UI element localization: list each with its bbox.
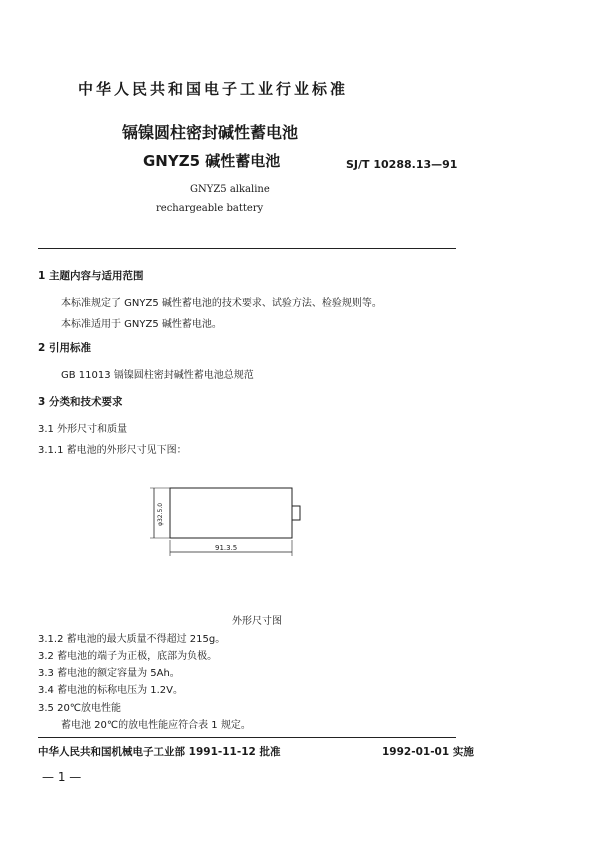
document-title: 镉镍圆柱密封碱性蓄电池: [122, 123, 299, 142]
section-3-1-2: 3.1.2 蓄电池的最大质量不得超过 215g。: [38, 634, 226, 645]
section-3-2: 3.2 蓄电池的端子为正极，底部为负极。: [38, 651, 218, 662]
section-2-heading: 2 引用标准: [38, 342, 91, 354]
page-number: — 1 —: [42, 770, 82, 784]
section-1-paragraph-1: 本标准规定了 GNYZ5 碱性蓄电池的技术要求、试验方法、检验规则等。: [61, 298, 382, 309]
battery-terminal-shape: [292, 506, 300, 520]
section-3-heading: 3 分类和技术要求: [38, 396, 123, 408]
battery-outline-diagram: [140, 478, 330, 568]
english-title-line1: GNYZ5 alkaline: [190, 184, 270, 195]
diameter-label: φ32.5.0: [157, 502, 164, 526]
effective-date: 1992-01-01 实施: [382, 746, 474, 758]
section-2-reference: GB 11013 镉镍圆柱密封碱性蓄电池总规范: [61, 370, 254, 381]
section-3-5-text: 蓄电池 20℃的放电性能应符合表 1 规定。: [61, 720, 251, 731]
section-3-1-1: 3.1.1 蓄电池的外形尺寸见下图：: [38, 445, 187, 456]
standard-number: SJ/T 10288.13—91: [346, 158, 458, 171]
approval-line: 中华人民共和国机械电子工业部 1991-11-12 批准: [38, 746, 281, 758]
battery-body-shape: [170, 488, 292, 538]
section-3-4: 3.4 蓄电池的标称电压为 1.2V。: [38, 685, 184, 696]
section-1-heading: 1 主题内容与适用范围: [38, 270, 144, 282]
length-label: 91.3.5: [215, 544, 238, 552]
section-3-3: 3.3 蓄电池的额定容量为 5Ah。: [38, 668, 180, 679]
document-subtitle: GNYZ5 碱性蓄电池: [143, 152, 281, 170]
section-3-1: 3.1 外形尺寸和质量: [38, 424, 128, 435]
english-title-line2: rechargeable battery: [156, 203, 264, 214]
section-3-5: 3.5 20℃放电性能: [38, 703, 122, 714]
section-1-paragraph-2: 本标准适用于 GNYZ5 碱性蓄电池。: [61, 319, 222, 330]
organization-title: 中华人民共和国电子工业行业标准: [78, 80, 349, 98]
footer-divider: [38, 737, 456, 738]
header-divider: [38, 248, 456, 249]
figure-caption: 外形尺寸图: [232, 616, 282, 627]
